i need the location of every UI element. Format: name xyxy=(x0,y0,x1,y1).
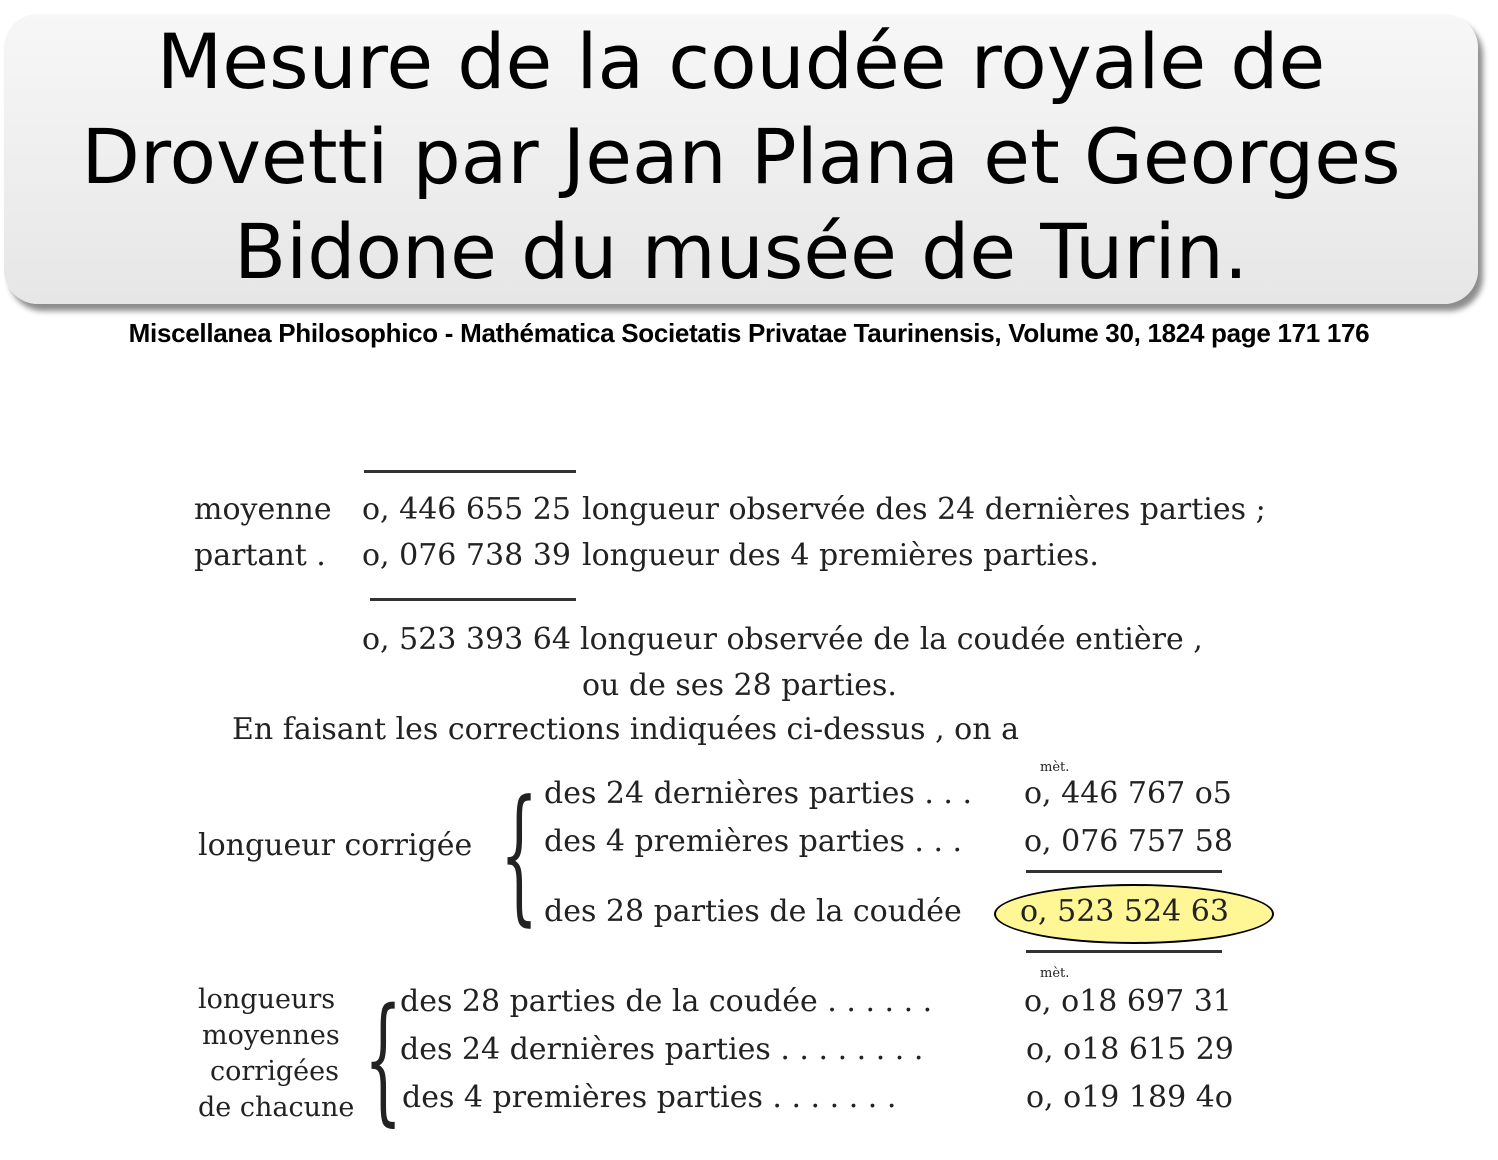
text-total: longueur observée de la coudée entière , xyxy=(580,622,1203,657)
brace-corrected: { xyxy=(500,770,539,942)
label-moyenne: moyenne xyxy=(194,492,332,527)
averages-label-4: de chacune xyxy=(198,1092,355,1123)
averages-value-3: o, o19 189 4o xyxy=(1026,1080,1233,1115)
text-total-2: ou de ses 28 parties. xyxy=(582,668,897,703)
label-partant: partant . xyxy=(194,538,326,573)
text-partant: longueur des 4 premières parties. xyxy=(582,538,1099,573)
rule-sum xyxy=(370,598,576,601)
corrected-value-1: o, 446 767 o5 xyxy=(1024,776,1232,811)
corrected-text-1: des 24 dernières parties . . . xyxy=(544,776,973,811)
value-moyenne: o, 446 655 25 xyxy=(362,492,571,527)
title-line-2: Drovetti par Jean Plana et Georges xyxy=(81,112,1401,201)
corrected-text-3: des 28 parties de la coudée xyxy=(544,894,962,929)
title-line-1: Mesure de la coudée royale de xyxy=(156,17,1326,106)
title-box xyxy=(4,14,1478,304)
rule-corrected xyxy=(1026,870,1222,873)
averages-value-2: o, o18 615 29 xyxy=(1026,1032,1234,1067)
averages-value-1: o, o18 697 31 xyxy=(1024,984,1232,1019)
corrected-value-2: o, 076 757 58 xyxy=(1024,824,1233,859)
averages-label-3: corrigées xyxy=(210,1056,339,1087)
corrected-text-2: des 4 premières parties . . . xyxy=(544,824,963,859)
title-line-3: Bidone du musée de Turin. xyxy=(233,207,1248,296)
averages-text-3: des 4 premières parties . . . . . . . xyxy=(402,1080,897,1115)
averages-label-2: moyennes xyxy=(202,1020,340,1051)
rule-after-highlight xyxy=(1026,950,1222,953)
unit-mark-1: mèt. xyxy=(1040,760,1070,775)
correction-sentence: En faisant les corrections indiquées ci-dessus , on a xyxy=(232,712,1019,747)
label-longueur-corrigee: longueur corrigée xyxy=(198,828,473,863)
subtitle-citation: Miscellanea Philosophico - Mathématica Societatis Privatae Taurinensis, Volume 30, 1824 page 171 176 xyxy=(128,318,1370,348)
unit-mark-2: mèt. xyxy=(1040,966,1070,981)
text-moyenne: longueur observée des 24 dernières parties ; xyxy=(582,492,1266,527)
value-partant: o, 076 738 39 xyxy=(362,538,571,573)
averages-label-1: longueurs xyxy=(198,984,336,1015)
value-total: o, 523 393 64 xyxy=(362,622,571,657)
brace-averages: { xyxy=(364,980,403,1141)
corrected-value-3: o, 523 524 63 xyxy=(1020,894,1229,929)
averages-text-2: des 24 dernières parties . . . . . . . . xyxy=(400,1032,924,1067)
rule-top xyxy=(364,470,576,473)
averages-text-1: des 28 parties de la coudée . . . . . . xyxy=(400,984,933,1019)
